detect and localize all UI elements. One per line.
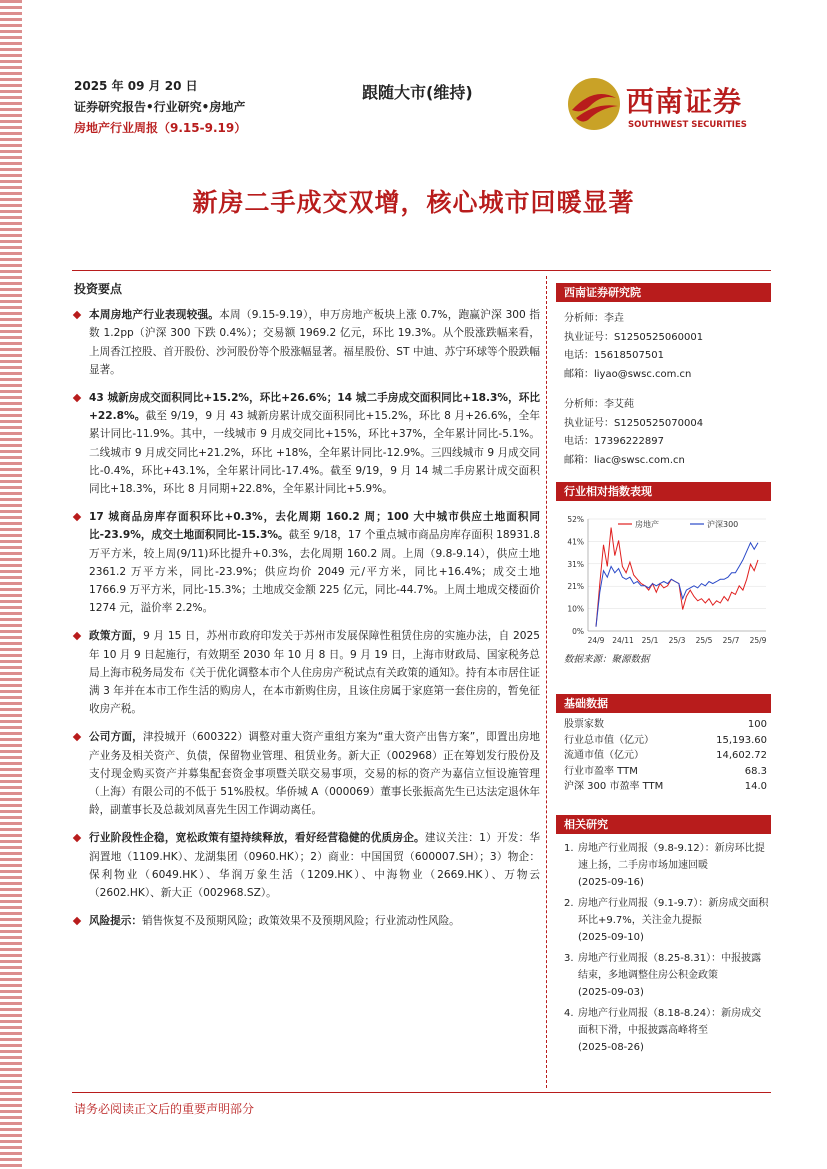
- paragraph-lead: 风险提示：: [89, 915, 142, 928]
- basics-row: [556, 748, 771, 764]
- related-report-item[interactable]: [556, 895, 771, 946]
- diamond-bullet-icon: [73, 394, 81, 402]
- basics-key: 行业总市值（亿元）: [564, 734, 654, 746]
- related-number: 3.: [564, 953, 574, 964]
- basics-value: 14.0: [744, 781, 767, 792]
- chart-source: 数据来源：聚源数据: [564, 654, 650, 665]
- paragraph-body: 津投城开（600322）调整对重大资产重组方案为“重大资产出售方案”，即置出房地产业务及相关资产、负债，保留物业管理、租赁业务。新大正（002968）正在筹划发行股份及支付现金购买资产并募集配套资金事项暨关联交易事项，交易的标的资产为嘉信立恒设施管理（上海）有限公司的不低于 51%股权。华侨城 A（000069）董事长张振高先生已达法定退休年龄，副董事长及总裁刘凤喜先生因工作调动离任。: [89, 731, 541, 817]
- divider-top: [72, 270, 771, 271]
- x-tick-label: 24/11: [612, 636, 634, 645]
- left-edge-decoration: [0, 0, 22, 1169]
- logo-name-en: SOUTHWEST SECURITIES: [628, 120, 747, 130]
- y-tick-label: 41%: [567, 537, 584, 547]
- index-chart-box: [556, 482, 771, 665]
- diamond-bullet-icon: [73, 311, 81, 319]
- paragraph-body: 建议关注：1）开发：华润置地（1109.HK）、龙湖集团（0960.HK）；2）商业：中国国贸（600007.SH）；3）物企：保利物业（6049.HK）、华润万象生活（1209.HK）、中海物业（2669.HK）、万物云（2602.HK）、新大正（002968.SZ）。: [89, 832, 540, 900]
- basics-row: [556, 764, 771, 780]
- basics-value: 100: [747, 719, 767, 730]
- y-tick-label: 0%: [572, 627, 584, 636]
- related-title: 房地产行业周报（9.8-9.12）：新房环比提速上扬，二手房市场加速回暖: [578, 843, 765, 871]
- x-tick-label: 24/9: [587, 636, 605, 645]
- x-tick-label: 25/7: [722, 636, 740, 645]
- paragraph-lead: 43 城新房成交面积同比+15.2%，环比+26.6%；14 城二手房成交面积同比+18.3%，环比+22.8%。: [89, 392, 540, 423]
- summary-paragraph: [74, 389, 540, 498]
- analyst-phone: 电话：17396222897: [564, 436, 664, 447]
- institute-box: [556, 283, 771, 470]
- divider-bottom: [72, 1092, 771, 1093]
- y-tick-label: 10%: [567, 604, 584, 614]
- basics-key: 股票家数: [564, 719, 604, 730]
- report-date: 2025 年 09 月 20 日: [74, 79, 198, 93]
- basics-heading: 基础数据: [556, 694, 771, 713]
- basics-key: 流通市值（亿元）: [564, 750, 644, 761]
- chart-heading: 行业相对指数表现: [556, 482, 771, 501]
- basics-row: [556, 717, 771, 733]
- analyst-2: [556, 396, 771, 470]
- legend-label: 沪深300: [707, 520, 739, 529]
- x-tick-label: 25/1: [641, 636, 659, 645]
- basics-value: 14,602.72: [716, 750, 767, 761]
- analyst-license: 执业证号：S1250525070004: [564, 417, 704, 429]
- related-title: 房地产行业周报（8.18-8.24）：新房成交面积下滑，中报披露高峰将至: [578, 1008, 762, 1036]
- paragraph-lead: 政策方面，: [89, 630, 144, 643]
- divider-vertical: [546, 276, 547, 1088]
- investment-summary: [74, 280, 540, 941]
- report-type: 证券研究报告•行业研究•房地产: [74, 100, 246, 114]
- y-tick-label: 52%: [567, 515, 584, 524]
- related-date: (2025-09-10): [578, 932, 644, 943]
- summary-paragraph: [74, 627, 540, 718]
- paragraph-body: 本周（9.15-9.19），申万房地产板块上涨 0.7%，跑赢沪深 300 指数 1.2pp（沪深 300 下跌 0.4%）；交易额 1969.2 亿元，环比 19.3%。从个股涨跌幅来看，上周香江控股、首开股份、沙河股份等个股涨幅显著。福星股份、ST 中迪、苏宁环球等个股跌幅显著。: [89, 309, 541, 376]
- chart-svg: [556, 509, 771, 649]
- diamond-bullet-icon: [73, 917, 81, 925]
- paragraph-body: 截至 9/18，17 个重点城市商品房库存面积 18931.8 万平方米，较上周(9/11)环比提升+0.3%，去化周期 160.2 周。上周（9.8-9.14），供应土地 2361.2 万平方米，同比-23.9%；供应均价 2049 元/平方米，同比+16.4%；成交土地 1766.9 万平方米，同比-15.3%；土地成交金额 225 亿元，同比-44.7%。上周土地成交楼面价 1274 元，溢价率 2.2%。: [89, 529, 540, 615]
- report-title: 新房二手成交双增，核心城市回暖显著: [192, 188, 635, 217]
- basics-value: 15,193.60: [716, 734, 767, 746]
- basics-row: [556, 733, 771, 749]
- related-number: 4.: [564, 1008, 574, 1019]
- related-report-item[interactable]: [556, 840, 771, 891]
- analyst-name: 分析师：李艾莼: [564, 399, 634, 410]
- x-tick-label: 25/3: [668, 636, 686, 645]
- basics-key: 沪深 300 市盈率 TTM: [564, 781, 664, 792]
- logo-emblem-icon: [566, 76, 622, 132]
- related-report-item[interactable]: [556, 1005, 771, 1056]
- basics-value: 68.3: [744, 765, 767, 777]
- diamond-bullet-icon: [73, 513, 81, 521]
- diamond-bullet-icon: [73, 834, 81, 842]
- basics-key: 行业市盈率 TTM: [564, 765, 638, 777]
- related-number: 2.: [564, 898, 574, 909]
- report-header: [74, 76, 246, 139]
- paragraph-lead: 本周房地产行业表现较强。: [89, 309, 220, 322]
- related-date: (2025-08-26): [578, 1042, 644, 1053]
- paragraph-lead: 17 城商品房库存面积环比+0.3%，去化周期 160.2 周；100 大中城市供应土地面积同比-23.9%，成交土地面积同比-15.3%。: [89, 511, 540, 542]
- diamond-bullet-icon: [73, 632, 81, 640]
- company-logo: [566, 76, 766, 136]
- summary-heading: 投资要点: [74, 282, 123, 296]
- related-date: (2025-09-16): [578, 877, 644, 888]
- rating: 跟随大市(维持): [362, 83, 473, 102]
- weekly-label: 房地产行业周报（9.15-9.19）: [74, 121, 247, 135]
- related-date: (2025-09-03): [578, 987, 644, 998]
- summary-paragraph: [74, 829, 540, 902]
- diamond-bullet-icon: [73, 733, 81, 741]
- paragraph-body: 9 月 15 日，苏州市政府印发关于苏州市发展保障性租赁住房的实施办法，自 2025 年 10 月 9 日起施行，有效期至 2030 年 10 月 8 日。9 月 19 日，上海市财政局、国家税务总局上海市税务局发布《关于优化调整本市个人住房房产税试点有关政策的通知》。持有本市居住证满 3 年并在本市工作生活的购房人，在本市新购住房，且该住房属于家庭第一套住房的，暂免征收房产税。: [89, 630, 540, 716]
- legend-label: 房地产: [635, 520, 659, 529]
- paragraph-body: 截至 9/19，9 月 43 城新房累计成交面积同比+15.2%，环比 8 月+26.6%，全年累计同比-11.9%。其中，一线城市 9 月成交同比+15%，环比+37%，全年累计同比-5.1%。二线城市 9 月成交同比+21.2%，环比 +18%，全年累计同比-12.9%。三四线城市 9 月成交同比-0.4%，环比+43.1%，全年累计同比-17.4%。截至 9/19，9 月 14 城二手房累计成交面积同比+18.3%，环比 8 月同期+22.8%，全年累计同比+5.9%。: [89, 410, 540, 496]
- analyst-license: 执业证号：S1250525060001: [564, 331, 704, 343]
- related-number: 1.: [564, 843, 574, 854]
- footer-disclaimer: 请务必阅读正文后的重要声明部分: [74, 1102, 255, 1116]
- y-tick-label: 21%: [567, 582, 584, 592]
- analyst-1: [556, 310, 771, 384]
- logo-name-cn: 西南证券: [626, 85, 743, 118]
- summary-paragraph: [74, 306, 540, 379]
- summary-paragraph: [74, 728, 540, 819]
- x-tick-label: 25/5: [695, 636, 713, 645]
- related-heading: 相关研究: [556, 815, 771, 834]
- x-tick-label: 25/9: [749, 636, 767, 645]
- series-line-房地产: [596, 528, 758, 627]
- paragraph-body: 销售恢复不及预期风险；政策效果不及预期风险；行业流动性风险。: [141, 915, 460, 928]
- paragraph-lead: 行业阶段性企稳，宽松政策有望持续释放，看好经营稳健的优质房企。: [89, 832, 425, 845]
- summary-paragraph: [74, 912, 540, 930]
- basics-box: [556, 694, 771, 795]
- related-title: 房地产行业周报（9.1-9.7）：新房成交面积环比+9.7%，关注金九提振: [578, 898, 769, 926]
- related-box: [556, 815, 771, 1060]
- analyst-email[interactable]: 邮箱：liac@swsc.com.cn: [564, 454, 685, 466]
- y-tick-label: 31%: [567, 559, 584, 569]
- analyst-name: 分析师：李垚: [564, 313, 624, 324]
- summary-paragraph: [74, 508, 540, 617]
- analyst-email[interactable]: 邮箱：liyao@swsc.com.cn: [564, 368, 692, 380]
- institute-heading: 西南证券研究院: [556, 283, 771, 302]
- related-report-item[interactable]: [556, 950, 771, 1001]
- basics-row: [556, 779, 771, 795]
- paragraph-lead: 公司方面，: [89, 731, 143, 744]
- related-title: 房地产行业周报（8.25-8.31）：中报披露结束，多地调整住房公积金政策: [578, 953, 762, 981]
- relative-index-chart: [556, 509, 771, 649]
- analyst-phone: 电话：15618507501: [564, 350, 664, 361]
